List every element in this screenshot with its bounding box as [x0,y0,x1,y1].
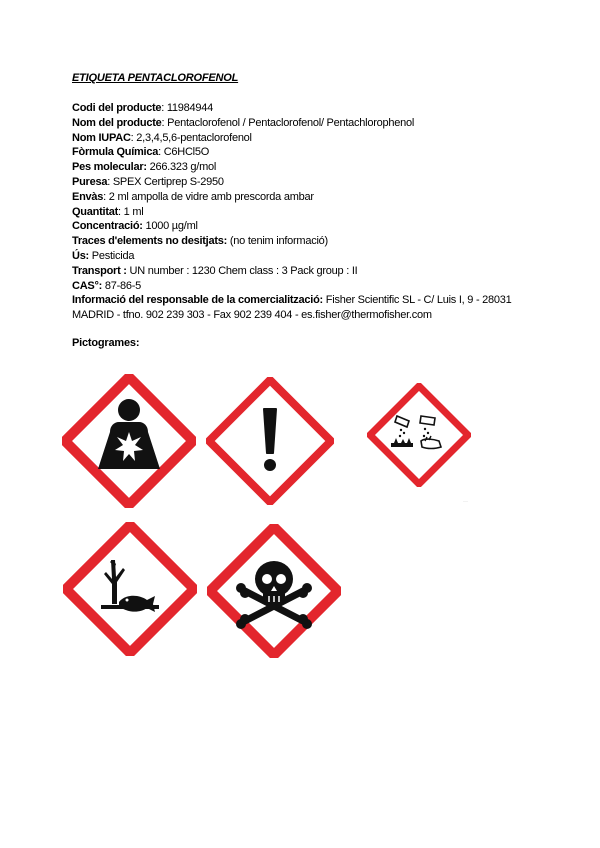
pictogram-reference-mark: ····· [463,499,468,503]
field-value: SPEX Certiprep S-2950 [112,175,224,188]
field-value: 266.323 g/mol [149,161,217,174]
field-separator: : [107,175,113,188]
field-product-code [72,101,532,116]
field-label: Fòrmula Química [72,146,159,159]
field-purity [72,175,532,190]
field-label: Transport : [72,264,127,277]
field-value: Pesticida [91,249,135,262]
field-separator: : [161,116,168,129]
field-value: 87-86-5 [104,279,142,292]
field-use [72,249,532,264]
field-separator: : [118,205,124,218]
field-iupac-name [72,131,532,146]
health-hazard-icon [62,374,196,508]
field-value: C6HCl5O [163,146,210,159]
product-fields [72,101,532,323]
field-value: Pentaclorofenol / Pentaclorofenol/ Pentachlorophenol [167,116,415,129]
field-label: Pes molecular: [72,161,147,174]
field-trace-elements [72,234,532,249]
field-chemical-formula [72,145,532,160]
field-value: 1 ml [123,205,144,218]
field-transport [72,264,532,279]
field-container [72,190,532,205]
environment-hazard-icon [63,522,197,656]
field-label: Envàs [72,190,104,203]
field-label: Traces d'elements no desitjats: [72,235,228,248]
field-separator: : [158,146,164,159]
field-value: 2,3,4,5,6-pentaclorofenol [136,131,252,144]
field-value: (no tenim informació) [229,235,328,248]
field-label: Informació del responsable de la comercialització: [72,294,323,307]
corrosion-icon [367,383,471,487]
field-value: UN number : 1230 Chem class : 3 Pack group : II [129,264,358,277]
field-value: 2 ml ampolla de vidre amb prescorda ambar [108,190,314,203]
field-label: Nom IUPAC [72,131,131,144]
field-molecular-weight [72,160,532,175]
field-separator: : [130,131,137,144]
field-label: Quantitat [72,205,119,218]
skull-crossbones-icon [207,524,341,658]
field-label: Nom del producte [72,116,162,129]
field-label: Codi del producte [72,102,162,114]
field-label: CAS°: [72,279,103,292]
page-title: ETIQUETA PENTACLOROFENOL [72,72,239,84]
field-value: Fisher Scientific SL - C/ Luis I, 9 - 28031 MADRID - tfno. 902 239 303 - Fax 902 239 404 - es.fisher@thermofisher.com [72,294,512,322]
field-label: Ús: [72,249,89,262]
field-concentration [72,219,532,234]
field-distributor [72,293,532,323]
field-value: 1000 µg/ml [145,220,198,233]
field-label: Puresa [72,175,108,188]
exclamation-mark-icon [206,377,334,505]
field-quantity [72,205,532,220]
field-separator: : [103,190,109,203]
field-product-name [72,116,532,131]
field-separator: : [161,102,167,114]
pictograms-heading: Pictogrames: [72,337,140,349]
field-value: 11984944 [166,102,213,114]
field-label: Concentració: [72,220,143,233]
field-cas [72,279,532,294]
